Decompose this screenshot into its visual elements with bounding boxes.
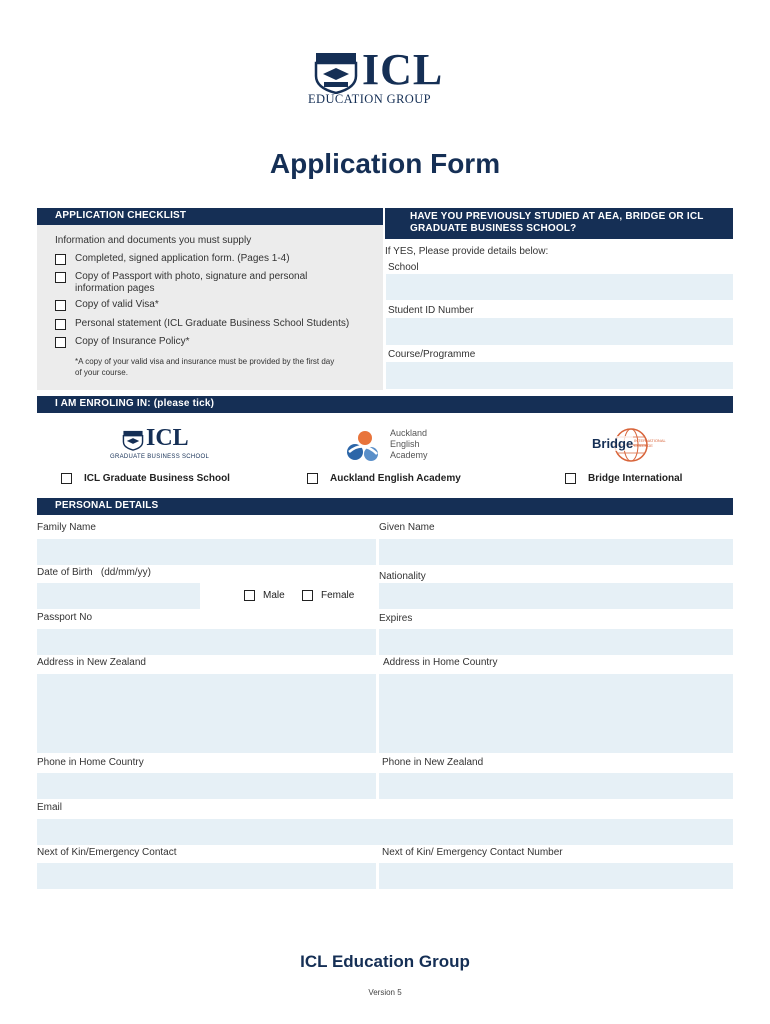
previous-header: HAVE YOU PREVIOUSLY STUDIED AT AEA, BRIDGE OR ICL GRADUATE BUSINESS SCHOOL?	[385, 208, 733, 239]
previous-intro: If YES, Please provide details below:	[385, 246, 549, 257]
icl-logo	[305, 45, 465, 108]
bridge-logo: Bridge INTERNATIONAL COLLEGE	[590, 426, 680, 466]
checkbox[interactable]	[55, 337, 66, 348]
student-id-label: Student ID Number	[388, 305, 474, 316]
dob-field[interactable]	[37, 583, 200, 609]
crest-icon	[122, 429, 144, 451]
nationality-field[interactable]	[379, 583, 733, 609]
enrol-option-icl[interactable]: ICL Graduate Business School	[61, 473, 230, 484]
school-field[interactable]	[386, 274, 733, 300]
dob-label: Date of Birth (dd/mm/yy)	[37, 567, 151, 578]
address-nz-field[interactable]	[37, 674, 376, 753]
checklist-item[interactable]: Copy of Passport with photo, signature and personal information pages	[55, 271, 355, 295]
enrol-option-aea[interactable]: Auckland English Academy	[307, 473, 461, 484]
personal-header: PERSONAL DETAILS	[37, 498, 733, 515]
address-nz-label: Address in New Zealand	[37, 657, 146, 668]
family-name-label: Family Name	[37, 522, 96, 533]
student-id-field[interactable]	[386, 318, 733, 345]
checklist-intro: Information and documents you must supply	[55, 235, 252, 246]
footer-org: ICL Education Group	[300, 952, 470, 971]
given-name-label: Given Name	[379, 522, 435, 533]
checkbox[interactable]	[302, 590, 313, 601]
family-name-field[interactable]	[37, 539, 376, 565]
next-of-kin-label: Next of Kin/Emergency Contact	[37, 847, 177, 858]
checklist-item[interactable]: Completed, signed application form. (Pages 1-4)	[55, 253, 355, 265]
passport-label: Passport No	[37, 612, 93, 623]
phone-nz-label: Phone in New Zealand	[382, 757, 484, 768]
checklist-item[interactable]: Copy of valid Visa*	[55, 299, 355, 311]
gender-male[interactable]: Male	[244, 590, 285, 601]
checklist-header: APPLICATION CHECKLIST	[37, 208, 383, 225]
aea-mark-icon	[343, 430, 383, 464]
logo-subtitle: EDUCATION GROUP	[308, 92, 432, 106]
email-field[interactable]	[37, 819, 733, 845]
phone-nz-field[interactable]	[379, 773, 733, 799]
checklist-item[interactable]: Copy of Insurance Policy*	[55, 336, 355, 348]
nationality-label: Nationality	[379, 571, 426, 582]
next-of-kin-number-field[interactable]	[379, 863, 733, 889]
footer-version: Version 5	[368, 988, 402, 997]
icl-gbs-logo: ICL GRADUATE BUSINESS SCHOOL	[110, 425, 210, 460]
checkbox[interactable]	[55, 254, 66, 265]
checkbox[interactable]	[55, 300, 66, 311]
course-label: Course/Programme	[388, 349, 476, 360]
email-label: Email	[37, 802, 63, 813]
next-of-kin-number-label: Next of Kin/ Emergency Contact Number	[382, 847, 563, 858]
expires-field[interactable]	[379, 629, 733, 655]
address-home-field[interactable]	[379, 674, 733, 753]
page-title: Application Form	[269, 148, 501, 179]
passport-field[interactable]	[37, 629, 376, 655]
address-home-label: Address in Home Country	[383, 657, 498, 668]
checkbox[interactable]	[55, 319, 66, 330]
next-of-kin-field[interactable]	[37, 863, 376, 889]
checklist-note: *A copy of your valid visa and insurance must be provided by the first day of your course.	[75, 357, 335, 377]
school-label: School	[388, 262, 419, 273]
enrol-header: I AM ENROLING IN: (please tick)	[37, 396, 733, 413]
checkbox[interactable]	[55, 272, 66, 283]
checklist-item[interactable]: Personal statement (ICL Graduate Business School Students)	[55, 318, 380, 330]
aea-logo: Auckland English Academy	[343, 428, 443, 464]
given-name-field[interactable]	[379, 539, 733, 565]
checkbox[interactable]	[61, 473, 72, 484]
checkbox[interactable]	[565, 473, 576, 484]
expires-label: Expires	[379, 613, 413, 624]
crest-icon	[313, 50, 359, 94]
gender-female[interactable]: Female	[302, 590, 354, 601]
enrol-option-bridge[interactable]: Bridge International	[565, 473, 682, 484]
logo-wordmark: ICL	[362, 45, 444, 94]
checkbox[interactable]	[244, 590, 255, 601]
course-field[interactable]	[386, 362, 733, 389]
phone-home-field[interactable]	[37, 773, 376, 799]
phone-home-label: Phone in Home Country	[37, 757, 144, 768]
checkbox[interactable]	[307, 473, 318, 484]
